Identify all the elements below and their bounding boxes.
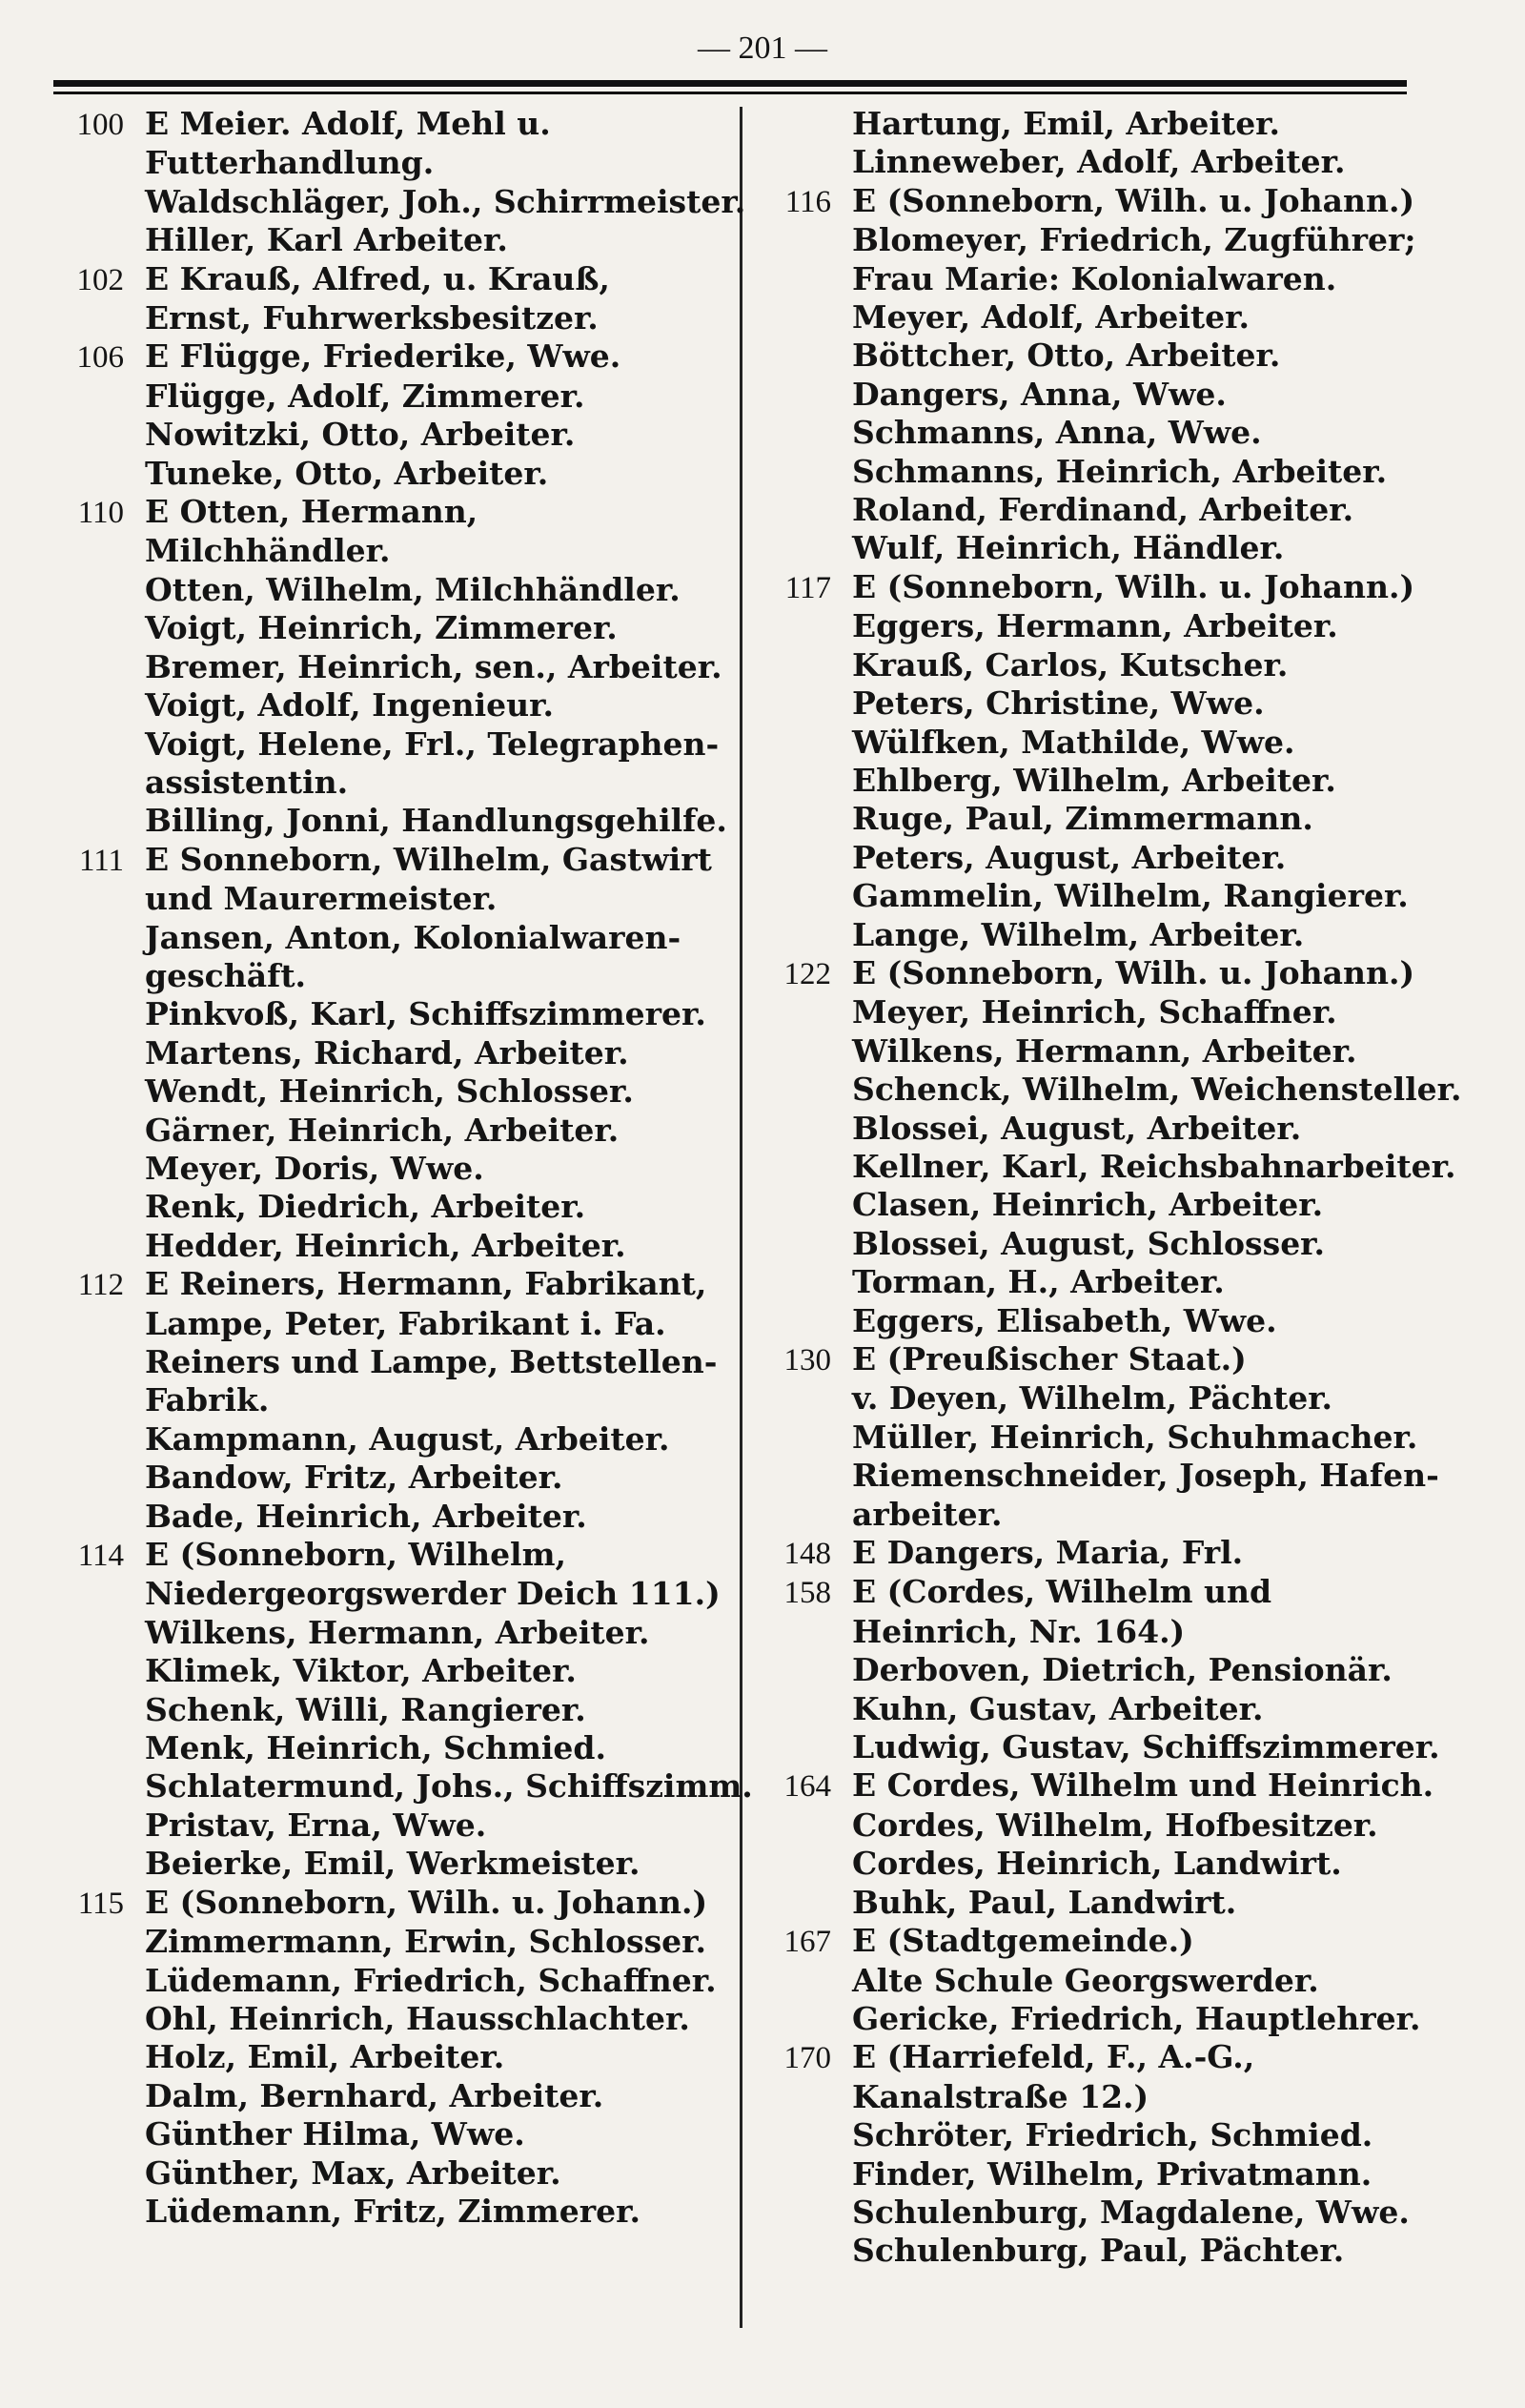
resident-entry: Clasen, Heinrich, Arbeiter. <box>852 1186 1324 1224</box>
resident-entry: Wulf, Heinrich, Händler. <box>852 529 1285 567</box>
house-entry <box>755 1573 1441 1651</box>
house-number: 116 <box>784 184 831 219</box>
header-rule-thick <box>53 80 1407 87</box>
house-number: 102 <box>76 262 124 297</box>
house-owner: E (Harriefeld, F., A.-G., Kanalstraße 12.) <box>852 2038 1255 2115</box>
resident-entry: Krauß, Carlos, Kutscher. <box>852 645 1289 684</box>
resident-entry: Schmanns, Anna, Wwe. <box>852 414 1262 452</box>
resident-entry: Tuneke, Otto, Arbeiter. <box>145 454 549 492</box>
house-entry <box>755 1766 1441 1806</box>
house-number: 170 <box>783 2041 831 2076</box>
house-entry <box>48 841 724 919</box>
resident-entry: Martens, Richard, Arbeiter. <box>145 1033 629 1071</box>
resident-entry: Voigt, Adolf, Ingenieur. <box>145 686 554 724</box>
resident-entry: Schlatermund, Johs., Schiffszimm. <box>145 1767 753 1806</box>
resident-entry: Flügge, Adolf, Zimmerer. <box>145 377 585 415</box>
house-owner: E (Cordes, Wilhelm und Heinrich, Nr. 164.) <box>852 1573 1272 1650</box>
resident-entry: Wendt, Heinrich, Schlosser. <box>145 1072 634 1111</box>
resident-entry: Beierke, Emil, Werkmeister. <box>145 1845 640 1883</box>
resident-entry: Linneweber, Adolf, Arbeiter. <box>852 143 1346 181</box>
right-column <box>755 105 1462 2271</box>
resident-entry: Riemenschneider, Joseph, Hafen- <box>852 1457 1439 1495</box>
resident-entry: Alte Schule Georgswerder. <box>852 1961 1319 1999</box>
house-number: 158 <box>783 1576 831 1611</box>
resident-entry: Kellner, Karl, Reichsbahnarbeiter. <box>852 1147 1456 1185</box>
resident-entry: Holz, Emil, Arbeiter. <box>145 2038 505 2076</box>
resident-entry: Blossei, August, Schlosser. <box>852 1224 1326 1262</box>
resident-entry: Schenk, Willi, Rangierer. <box>145 1690 586 1728</box>
resident-entry: assistentin. <box>145 763 349 801</box>
resident-entry: Gärner, Heinrich, Arbeiter. <box>145 1111 620 1149</box>
resident-entry: Dalm, Bernhard, Arbeiter. <box>145 2076 604 2114</box>
resident-entry: Lüdemann, Friedrich, Schaffner. <box>145 1961 717 1999</box>
resident-entry: Lüdemann, Fritz, Zimmerer. <box>145 2192 640 2230</box>
house-owner: E Meier. Adolf, Mehl u. Futterhandlung. <box>145 105 551 182</box>
house-entry <box>48 260 724 338</box>
house-number: 167 <box>783 1925 831 1960</box>
resident-entry: Roland, Ferdinand, Arbeiter. <box>852 491 1354 529</box>
resident-entry: Müller, Heinrich, Schuhmacher. <box>852 1418 1418 1456</box>
resident-entry: Pristav, Erna, Wwe. <box>145 1806 487 1844</box>
house-number: 112 <box>77 1268 124 1303</box>
house-entry <box>755 568 1441 607</box>
house-owner: E Cordes, Wilhelm und Heinrich. <box>852 1766 1434 1805</box>
left-column <box>48 105 753 2231</box>
resident-entry: Blossei, August, Arbeiter. <box>852 1109 1302 1147</box>
house-owner: E (Sonneborn, Wilh. u. Johann.) <box>852 567 1415 605</box>
house-entry <box>48 1536 724 1614</box>
house-number: 110 <box>77 496 124 531</box>
resident-entry: Klimek, Viktor, Arbeiter. <box>145 1652 577 1690</box>
resident-entry: Bandow, Fritz, Arbeiter. <box>145 1459 563 1497</box>
resident-entry: Finder, Wilhelm, Privatmann. <box>852 2154 1372 2193</box>
resident-entry: Cordes, Wilhelm, Hofbesitzer. <box>852 1806 1378 1844</box>
resident-entry: Peters, Christine, Wwe. <box>852 684 1265 723</box>
house-number: 148 <box>783 1537 831 1572</box>
resident-entry: Frau Marie: Kolonialwaren. <box>852 259 1337 297</box>
resident-entry: Voigt, Helene, Frl., Telegraphen- <box>145 724 720 763</box>
resident-entry: Hedder, Heinrich, Arbeiter. <box>145 1226 626 1264</box>
house-entry <box>755 1340 1441 1379</box>
resident-entry: Otten, Wilhelm, Milchhändler. <box>145 570 681 608</box>
house-entry <box>755 182 1441 221</box>
house-entry <box>755 1922 1441 1961</box>
resident-entry: Ohl, Heinrich, Hausschlachter. <box>145 1999 690 2037</box>
house-entry <box>755 2038 1441 2116</box>
house-number: 130 <box>783 1343 831 1377</box>
house-owner: E (Sonneborn, Wilhelm, Niedergeorgswerder Deich 111.) <box>145 1536 721 1613</box>
house-owner: E Krauß, Alfred, u. Krauß, Ernst, Fuhrwerksbesitzer. <box>145 259 610 337</box>
house-owner: E Sonneborn, Wilhelm, Gastwirt und Maurermeister. <box>145 840 712 918</box>
resident-entry: Hartung, Emil, Arbeiter. <box>852 105 1281 142</box>
resident-entry: Eggers, Elisabeth, Wwe. <box>852 1301 1277 1339</box>
resident-entry: Voigt, Heinrich, Zimmerer. <box>145 609 618 647</box>
resident-entry: Meyer, Doris, Wwe. <box>145 1149 484 1187</box>
resident-entry: Kuhn, Gustav, Arbeiter. <box>852 1689 1264 1727</box>
resident-entry: Pinkvoß, Karl, Schiffszimmerer. <box>145 995 706 1033</box>
house-owner: E Otten, Hermann, Milchhändler. <box>145 493 478 570</box>
resident-entry: v. Deyen, Wilhelm, Pächter. <box>852 1379 1333 1418</box>
resident-entry: Cordes, Heinrich, Landwirt. <box>852 1845 1342 1883</box>
resident-entry: Nowitzki, Otto, Arbeiter. <box>145 416 576 454</box>
resident-entry: Meyer, Heinrich, Schaffner. <box>852 993 1337 1031</box>
column-divider <box>740 107 742 2328</box>
resident-entry: Eggers, Hermann, Arbeiter. <box>852 607 1338 645</box>
house-owner: E Dangers, Maria, Frl. <box>852 1534 1244 1572</box>
resident-entry: Ruge, Paul, Zimmermann. <box>852 800 1313 838</box>
resident-entry: Gammelin, Wilhelm, Rangierer. <box>852 877 1409 915</box>
resident-entry: Hiller, Karl Arbeiter. <box>145 221 508 259</box>
resident-entry: Waldschläger, Joh., Schirrmeister. <box>145 182 746 220</box>
resident-entry: Bade, Heinrich, Arbeiter. <box>145 1497 587 1535</box>
resident-entry: Renk, Diedrich, Arbeiter. <box>145 1188 586 1226</box>
house-number: 100 <box>76 108 124 142</box>
house-entry <box>755 1534 1441 1573</box>
resident-entry: Peters, August, Arbeiter. <box>852 838 1287 876</box>
resident-entry: Lange, Wilhelm, Arbeiter. <box>852 915 1305 953</box>
resident-entry: Böttcher, Otto, Arbeiter. <box>852 337 1281 375</box>
resident-entry: Schenck, Wilhelm, Weichensteller. <box>852 1071 1462 1109</box>
resident-entry: Kampmann, August, Arbeiter. <box>145 1419 670 1458</box>
resident-entry: Günther Hilma, Wwe. <box>145 2115 525 2153</box>
house-number: 114 <box>77 1539 124 1574</box>
resident-entry: Ehlberg, Wilhelm, Arbeiter. <box>852 761 1336 799</box>
house-number: 117 <box>784 570 831 605</box>
resident-entry: Blomeyer, Friedrich, Zugführer; <box>852 221 1416 259</box>
house-entry <box>48 493 724 571</box>
house-entry <box>48 337 724 377</box>
house-number: 122 <box>783 956 831 991</box>
resident-entry: Schröter, Friedrich, Schmied. <box>852 2116 1373 2154</box>
resident-entry: Gericke, Friedrich, Hauptlehrer. <box>852 1999 1421 2037</box>
house-owner: E (Sonneborn, Wilh. u. Johann.) <box>145 1883 708 1921</box>
resident-entry: Meyer, Adolf, Arbeiter. <box>852 298 1250 337</box>
house-number: 115 <box>77 1886 124 1921</box>
house-owner: E Reiners, Hermann, Fabrikant, Lampe, Peter, Fabrikant i. Fa. Reiners und Lampe, Bettstellen-Fabrik. <box>145 1265 718 1419</box>
resident-entry: Buhk, Paul, Landwirt. <box>852 1883 1237 1921</box>
house-number: 106 <box>76 340 124 376</box>
house-owner: E (Stadtgemeinde.) <box>852 1922 1194 1960</box>
resident-entry: Billing, Jonni, Handlungsgehilfe. <box>145 802 727 840</box>
house-owner: E (Sonneborn, Wilh. u. Johann.) <box>852 953 1415 991</box>
resident-entry: Ludwig, Gustav, Schiffszimmerer. <box>852 1728 1440 1766</box>
resident-entry: Torman, H., Arbeiter. <box>852 1263 1225 1301</box>
page-number: — 201 — <box>698 31 827 66</box>
house-entry <box>48 1265 724 1420</box>
resident-entry: Dangers, Anna, Wwe. <box>852 375 1227 413</box>
house-number: 111 <box>78 843 124 878</box>
resident-entry: Jansen, Anton, Kolonialwaren- <box>145 918 681 956</box>
resident-entry: Schmanns, Heinrich, Arbeiter. <box>852 452 1388 490</box>
house-owner: E Flügge, Friederike, Wwe. <box>145 337 621 376</box>
header-rule-thin <box>53 92 1407 94</box>
resident-entry: Derboven, Dietrich, Pensionär. <box>852 1651 1393 1689</box>
house-owner: E (Sonneborn, Wilh. u. Johann.) <box>852 181 1415 219</box>
resident-entry: Günther, Max, Arbeiter. <box>145 2153 561 2192</box>
resident-entry: Menk, Heinrich, Schmied. <box>145 1729 606 1767</box>
resident-entry: Wilkens, Hermann, Arbeiter. <box>145 1613 650 1651</box>
resident-entry: Schulenburg, Magdalene, Wwe. <box>852 2193 1410 2231</box>
resident-entry: geschäft. <box>145 956 307 994</box>
resident-entry: Schulenburg, Paul, Pächter. <box>852 2232 1345 2270</box>
resident-entry: arbeiter. <box>852 1495 1003 1533</box>
resident-entry: Zimmermann, Erwin, Schlosser. <box>145 1923 707 1961</box>
house-entry <box>48 1884 724 1923</box>
resident-entry: Wülfken, Mathilde, Wwe. <box>852 723 1295 761</box>
house-number: 164 <box>783 1769 831 1805</box>
resident-entry: Bremer, Heinrich, sen., Arbeiter. <box>145 647 722 685</box>
house-entry <box>755 954 1441 993</box>
resident-entry: Wilkens, Hermann, Arbeiter. <box>852 1031 1357 1070</box>
house-entry <box>48 105 724 183</box>
house-owner: E (Preußischer Staat.) <box>852 1340 1247 1377</box>
